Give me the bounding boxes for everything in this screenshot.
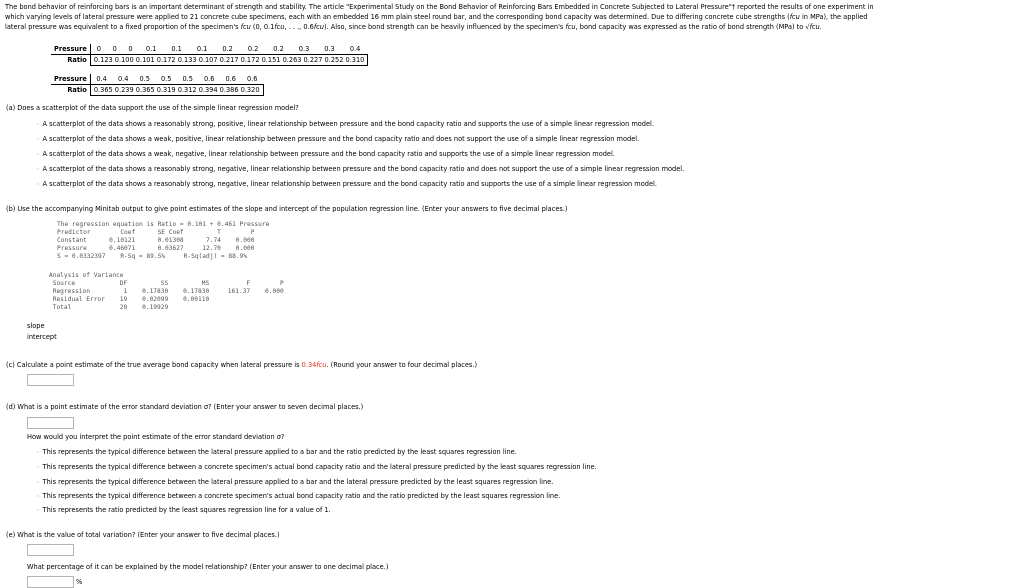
radio-icon[interactable]: ◦ xyxy=(36,493,40,500)
pressure-value: 0.5 xyxy=(139,75,150,83)
data-table-2 xyxy=(51,74,264,96)
pressure-header: Pressure xyxy=(51,74,90,85)
radio-icon[interactable]: ◦ xyxy=(36,151,40,158)
ratio-values: 0.365 0.239 0.365 0.319 0.312 0.394 0.386 0.320 xyxy=(90,85,263,96)
part-d-option-4[interactable]: ◦ This represents the typical difference between a concrete specimen's actual bond capacity ratio and the ratio predicted by the least squares regression line. xyxy=(36,492,561,500)
part-a-option-3[interactable]: ◦ A scatterplot of the data shows a weak, negative, linear relationship between pressure and the bond capacity ratio and supports the use of a simple linear regression model. xyxy=(36,150,615,158)
part-e-question: (e) What is the value of total variation? (Enter your answer to five decimal places.) xyxy=(6,531,280,539)
radio-icon[interactable]: ◦ xyxy=(36,136,40,143)
minitab-coefficients: The regression equation is Ratio = 0.101 + 0.461 Pressure Predictor Coef SE Coef T P Constant 0.10121 0.01308 7.74 0.000 Pressure 0.46071 0.03627 12.70 0.000 S = 0.0332397 R-Sq = 89.5% R-Sq(adj) = 88.9% xyxy=(57,221,270,260)
part-e-answer-input[interactable] xyxy=(27,544,74,556)
pressure-value: 0 xyxy=(112,45,117,53)
pressure-value: 0.2 xyxy=(273,45,284,53)
pressure-value: 0.5 xyxy=(182,75,193,83)
percent-sign: % xyxy=(76,578,83,586)
part-d-question: (d) What is a point estimate of the error standard deviation σ? (Enter your answer to seven decimal places.) xyxy=(6,403,364,411)
ratio-header: Ratio xyxy=(51,85,90,96)
pressure-value: 0 xyxy=(96,45,101,53)
pressure-value: 0 xyxy=(128,45,133,53)
pressure-value: 0.1 xyxy=(145,45,157,53)
pressure-value: 0.4 xyxy=(117,75,129,83)
pressure-value: 0.6 xyxy=(225,75,236,83)
ratio-header: Ratio xyxy=(51,55,90,66)
data-table-1 xyxy=(51,44,368,66)
intro-line-1: The bond behavior of reinforcing bars is an important determinant of strength and stability. The article "Experimental Study on the Bond Behavior of Reinforcing Bars Embedded in Concrete Subjected to Lateral Pressure"† reported the results of one experiment in xyxy=(5,3,874,11)
radio-icon[interactable]: ◦ xyxy=(36,464,40,471)
pressure-value: 0.6 xyxy=(203,75,215,83)
intro-line-2: which varying levels of lateral pressure were applied to 21 concrete cube specimens, each with an embedded 16 mm plain steel round bar, and the corresponding bond capacity was determined. Due to differing concrete cube strengths (fcu in MPa), the applied xyxy=(5,13,868,21)
radio-icon[interactable]: ◦ xyxy=(36,479,40,486)
pressure-value: 0.4 xyxy=(349,45,361,53)
pressure-value: 0.1 xyxy=(171,45,182,53)
part-b-question: (b) Use the accompanying Minitab output to give point estimates of the slope and intercept of the population regression line. (Enter your answers to five decimal places.) xyxy=(6,205,568,213)
pressure-value: 0.2 xyxy=(247,45,259,53)
highlight-value: 0.34fcu xyxy=(301,361,327,369)
part-a-option-2[interactable]: ◦ A scatterplot of the data shows a weak, positive, linear relationship between pressure and the bond capacity ratio and does not support the use of a simple linear regression model. xyxy=(36,135,640,143)
pressure-value: 0.1 xyxy=(196,45,208,53)
radio-icon[interactable]: ◦ xyxy=(36,166,40,173)
part-a-option-5[interactable]: ◦ A scatterplot of the data shows a reasonably strong, negative, linear relationship between pressure and the bond capacity ratio and supports the use of a simple linear regression model. xyxy=(36,180,657,188)
pressure-value: 0.3 xyxy=(298,45,310,53)
part-e-percent-question: What percentage of it can be explained by the model relationship? (Enter your answer to one decimal place.) xyxy=(27,563,389,571)
part-d-option-3[interactable]: ◦ This represents the typical difference between the lateral pressure applied to a bar and the lateral pressure predicted by the least squares regression line. xyxy=(36,478,554,486)
radio-icon[interactable]: ◦ xyxy=(36,181,40,188)
minitab-anova: Analysis of Variance Source DF SS MS F P Regression 1 0.17830 0.17830 161.37 0.000 Residual Error 19 0.02099 0.00110 Total 20 0.19929 xyxy=(49,272,284,311)
intro-line-3: lateral pressure was equivalent to a fixed proportion of the specimen's fcu (0, 0.1fcu, . . ., 0.6fcu). Also, since bond strength can be heavily influenced by the specimen's fcu, bond capacity was expressed as the ratio of bond strength (MPa) to √fcu. xyxy=(5,23,822,31)
part-a-option-1[interactable]: ◦ A scatterplot of the data shows a reasonably strong, positive, linear relationship between pressure and the bond capacity ratio and supports the use of a simple linear regression model. xyxy=(36,120,654,128)
part-d-option-1[interactable]: ◦ This represents the typical difference between the lateral pressure applied to a bar and the ratio predicted by the least squares regression line. xyxy=(36,448,517,456)
pressure-header: Pressure xyxy=(51,44,90,55)
slope-label: slope xyxy=(27,322,45,330)
pressure-value: 0.4 xyxy=(96,75,107,83)
pressure-value: 0.6 xyxy=(246,75,258,83)
ratio-values: 0.123 0.100 0.101 0.172 0.133 0.107 0.217 0.172 0.151 0.263 0.227 0.252 0.310 xyxy=(90,55,368,66)
pressure-value: 0.5 xyxy=(160,75,172,83)
radio-icon[interactable]: ◦ xyxy=(36,507,40,514)
part-d-option-5[interactable]: ◦ This represents the ratio predicted by the least squares regression line for a value of 1. xyxy=(36,506,331,514)
intercept-label: intercept xyxy=(27,333,57,341)
part-a-option-4[interactable]: ◦ A scatterplot of the data shows a reasonably strong, negative, linear relationship between pressure and the bond capacity ratio and does not support the use of a simple linear regression model. xyxy=(36,165,685,173)
part-d-interpret-question: How would you interpret the point estimate of the error standard deviation σ? xyxy=(27,433,285,441)
radio-icon[interactable]: ◦ xyxy=(36,121,40,128)
pressure-value: 0.2 xyxy=(222,45,233,53)
radio-icon[interactable]: ◦ xyxy=(36,449,40,456)
part-d-answer-input[interactable] xyxy=(27,417,74,429)
part-c-question: (c) Calculate a point estimate of the true average bond capacity when lateral pressure is 0.34fcu. (Round your answer to four decimal places.) xyxy=(6,361,478,369)
part-c-answer-input[interactable] xyxy=(27,374,74,386)
part-a-question: (a) Does a scatterplot of the data support the use of the simple linear regression model? xyxy=(6,104,299,112)
part-e-percent-input[interactable] xyxy=(27,576,74,588)
part-d-option-2[interactable]: ◦ This represents the typical difference between a concrete specimen's actual bond capacity ratio and the lateral pressure predicted by the least squares regression line. xyxy=(36,463,597,471)
pressure-value: 0.3 xyxy=(324,45,335,53)
